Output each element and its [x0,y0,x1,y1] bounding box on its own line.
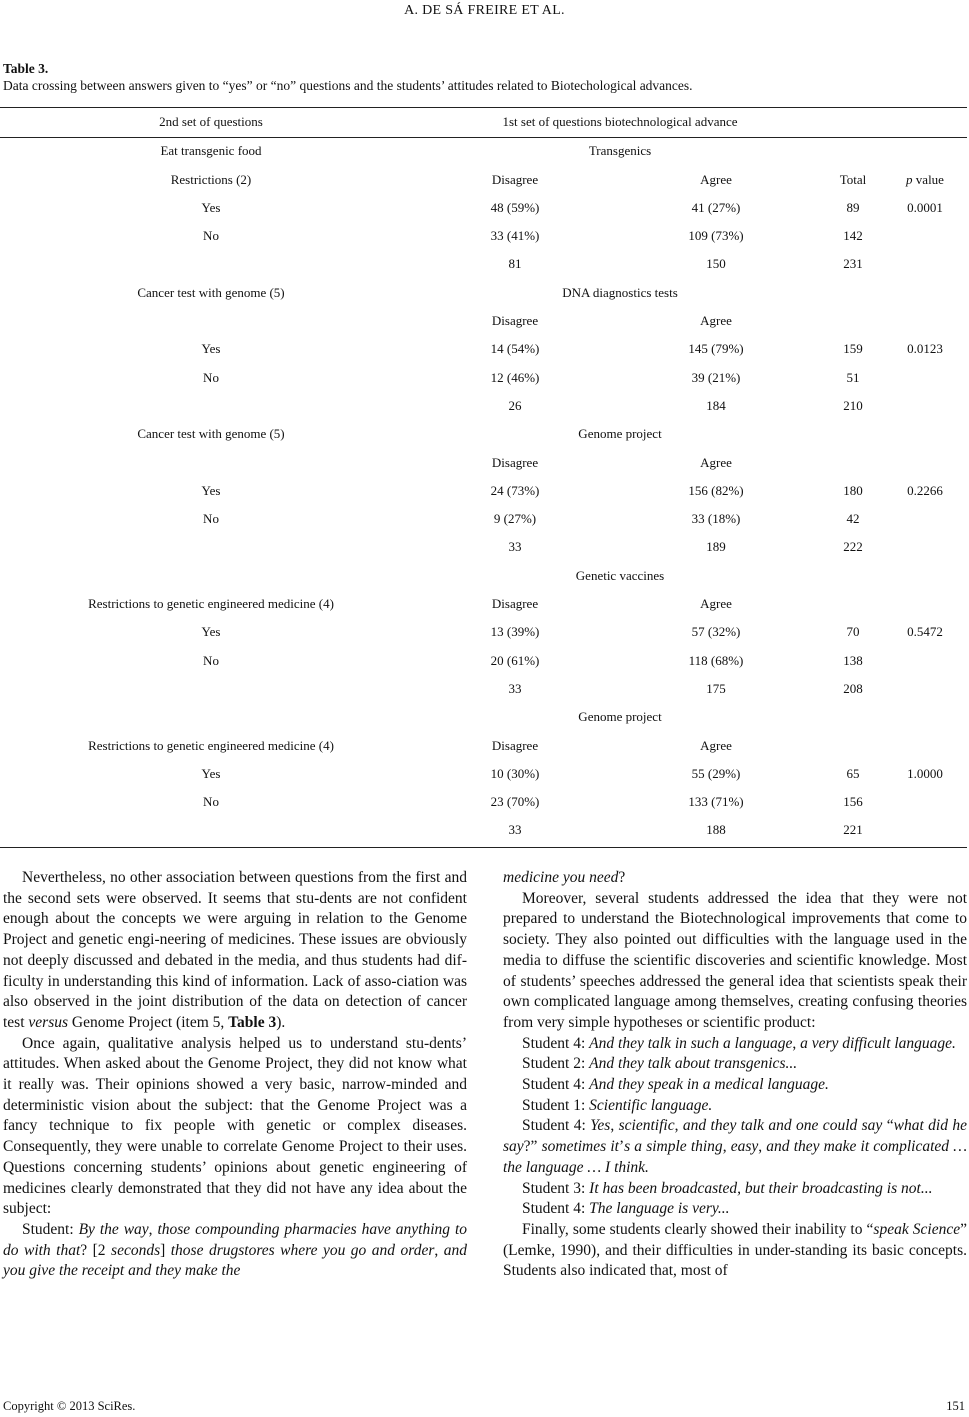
table-rows [0,137,969,844]
table-cell-c3: 42 [846,511,860,527]
table-row [0,137,969,165]
table-row [0,675,969,703]
table-header-row [0,109,969,137]
table-cell-c0: Yes [201,199,221,215]
table-cell-c3: 70 [846,624,860,640]
table-row [0,449,969,477]
running-head: A. DE SÁ FREIRE ET AL. [404,3,565,18]
table-cell-c3: 210 [843,397,863,413]
table-cell-c2: 188 [706,822,726,838]
table-cell-c4: p value [906,171,944,187]
table-cell-c0: No [203,511,219,527]
table-row [0,477,969,505]
table-cell-c3: 138 [843,652,863,668]
table-cell-c3: 180 [843,482,863,498]
table-cell-c1: 20 (61%) [490,652,540,668]
table-row [0,420,969,448]
table-row [0,732,969,760]
table-cell-c1: 48 (59%) [490,199,540,215]
table-cell-c1: 12 (46%) [490,369,540,385]
body-paragraph: Student 1: Scientific language. [522,1096,713,1114]
table-cell-c1: Disagree [491,737,539,753]
table-cell-c2: 41 (27%) [691,199,741,215]
table-cell-c2: Agree [700,737,732,753]
table-cell-c2: 184 [706,397,726,413]
table-cell-c1: 14 (54%) [490,341,540,357]
table-row [0,703,969,731]
table-row [0,647,969,675]
body-paragraph: Student 4: The language is very... [522,1200,730,1218]
body-paragraph: Student 2: And they talk about transgenics... [522,1055,798,1073]
table-cell-c2: 145 (79%) [688,341,744,357]
table-cell-c3: 159 [843,341,863,357]
table-cell-c2: 109 (73%) [688,228,744,244]
table-cell-c3: 208 [843,680,863,696]
table-cell-c2: 133 (71%) [688,794,744,810]
table-cell-c2: Agree [700,313,732,329]
table-cell-c2: 189 [706,539,726,555]
table-row [0,505,969,533]
table-cell-c2: 118 (68%) [688,652,744,668]
table-label: Table 3. [3,61,49,76]
table-cell-c2: 39 (21%) [691,369,741,385]
table-row [0,250,969,278]
table-row [0,335,969,363]
body-paragraph: Student: By the way, those compounding pharmacies have anything to do with that? [2 seconds] those drugstores where you go and order, and you give the receipt and they make the [3,1220,468,1280]
table-cell-c3: 51 [846,369,860,385]
table-row [0,392,969,420]
table-cell-c1: 33 [508,680,522,696]
header-first-set: 1st set of questions biotechnological advance [502,114,738,129]
table-cell-c0: Yes [201,341,221,357]
table-top-rule [0,107,967,108]
table-cell-c4: 1.0000 [907,765,943,781]
copyright-footer: Copyright © 2013 SciRes. [3,1399,136,1413]
table-cell-c0: No [203,652,219,668]
table-cell-c3: 89 [846,199,860,215]
table-cell-c0: No [203,228,219,244]
table-caption-text: Data crossing between answers given to “yes” or “no” questions and the students’ attitudes related to Biotechological advances. [3,78,693,93]
table-cell-c0: Yes [201,624,221,640]
table-cell-c0: Yes [201,482,221,498]
table-cell-c1: 13 (39%) [490,624,540,640]
table-cell-c0: Yes [201,765,221,781]
body-paragraph: Student 4: And they talk in such a language, a very difficult language. [522,1034,956,1052]
table-cell-c3: 221 [843,822,863,838]
page-number: 151 [946,1399,965,1413]
table-cell-c4: 0.0123 [907,341,943,357]
body-paragraph: Once again, qualitative analysis helped us to understand stu-dents’ attitudes. When asked about the Genome Project, they did not know what it really was. Their opinions showed a very basic, narrow-minded and deterministic vision about the subject: that the Genome Project was a fancy technique to fix people with genetic or complex diseases. Consequently, they were unable to correlate Genome Project to their uses. Questions concerning students’ opinions about genetic engineering of medicines clearly demonstrated that they did not have any idea about the subject: [3,1034,467,1218]
table-row [0,194,969,222]
table-cell-c1: 33 (41%) [490,228,540,244]
table-cell-c1: 33 [508,539,522,555]
table-cell-c1: 26 [508,397,522,413]
table-cell-c3: Total [839,171,867,187]
table-cell-span: Transgenics [588,143,652,159]
table-cell-c1: Disagree [491,596,539,612]
table-row [0,788,969,816]
table-cell-c2: 55 (29%) [691,765,741,781]
table-cell-c0: Restrictions to genetic engineered medicine (4) [88,596,334,612]
table-cell-c2: 175 [706,680,726,696]
table-cell-c1: Disagree [491,313,539,329]
table-cell-span: DNA diagnostics tests [562,284,678,300]
body-paragraph: Nevertheless, no other association between questions from the first and the second sets were observed. It seems that stu-dents are not confident enough about the concepts we were arguing in relation to the Genome Project and genetic engi-neering of medicines. These issues are obviously not deeply discussed and debated in the media, and thus students had dif-ficulty in understanding this kind of information. Lack of asso-ciation was also observed in the joint distribution of the data on detection of cancer test versus Genome Project (item 5, Table 3). [3,869,467,1031]
table-cell-c1: 33 [508,822,522,838]
table-row [0,562,969,590]
table-cell-c1: 10 (30%) [490,765,540,781]
table-row [0,618,969,646]
body-paragraph: Student 4: And they speak in a medical language. [522,1076,829,1094]
table-cell-c0: Eat transgenic food [160,143,262,159]
table-cell-c1: 9 (27%) [493,511,537,527]
table-row [0,816,969,844]
table-cell-c1: Disagree [491,454,539,470]
table-cell-c2: 156 (82%) [688,482,744,498]
left-column-text [3,868,467,1282]
table-cell-c0: Restrictions to genetic engineered medicine (4) [88,737,334,753]
table-row [0,364,969,392]
body-paragraph: Student 3: It has been broadcasted, but their broadcasting is not... [522,1179,933,1197]
table-cell-c2: 33 (18%) [691,511,741,527]
table-cell-c2: Agree [700,171,732,187]
table-bottom-rule [0,847,967,848]
table-cell-c3: 156 [843,794,863,810]
table-cell-c0: Restrictions (2) [170,171,252,187]
table-cell-c3: 222 [843,539,863,555]
table-cell-span: Genetic vaccines [575,567,665,583]
table-caption [3,60,693,94]
body-paragraph: Moreover, several students addressed the idea that they were not prepared to understand the Biotechnological improvements that come to society. They also pointed out difficulties with the language used in the media to diffuse the scientific discoveries and scientific knowledge. Most of students’ speeches addressed the general idea that scientists speak their own complicated language among themselves, creating confusing theories from very simple hypotheses or scientific product: [503,889,967,1031]
table-cell-c4: 0.0001 [907,199,943,215]
table-cell-span: Genome project [578,709,662,725]
table-row [0,222,969,250]
table-cell-c3: 142 [843,228,863,244]
table-cell-c0: Cancer test with genome (5) [137,426,285,442]
table-cell-c2: Agree [700,596,732,612]
table-cell-c2: 150 [706,256,726,272]
data-table [0,109,969,845]
body-paragraph: Finally, some students clearly showed their inability to “speak Science” (Lemke, 1990), and their difficulties in under-standing its basic concepts. Students also indicated that, most of [503,1220,967,1280]
table-cell-c3: 231 [843,256,863,272]
table-cell-c0: No [203,794,219,810]
table-cell-c2: 57 (32%) [691,624,741,640]
table-row [0,307,969,335]
table-cell-c3: 65 [846,765,860,781]
table-row [0,533,969,561]
table-cell-span: Genome project [578,426,662,442]
table-row [0,166,969,194]
right-column-text [503,868,967,1282]
table-cell-c4: 0.2266 [907,482,943,498]
table-cell-c1: 24 (73%) [490,482,540,498]
table-row [0,590,969,618]
table-row [0,760,969,788]
table-cell-c4: 0.5472 [907,624,943,640]
table-cell-c0: No [203,369,219,385]
table-cell-c1: Disagree [491,171,539,187]
table-cell-c1: 81 [508,256,522,272]
table-cell-c0: Cancer test with genome (5) [137,284,285,300]
table-cell-c2: Agree [700,454,732,470]
body-paragraph: Student 4: Yes, scientific, and they talk and one could say “what did he say?” sometimes it’s a simple thing, easy, and they make it complicated … the language … I think. [503,1117,967,1176]
table-row [0,279,969,307]
table-cell-c1: 23 (70%) [490,794,540,810]
header-second-set: 2nd set of questions [159,114,263,129]
body-paragraph: medicine you need? [503,869,626,886]
